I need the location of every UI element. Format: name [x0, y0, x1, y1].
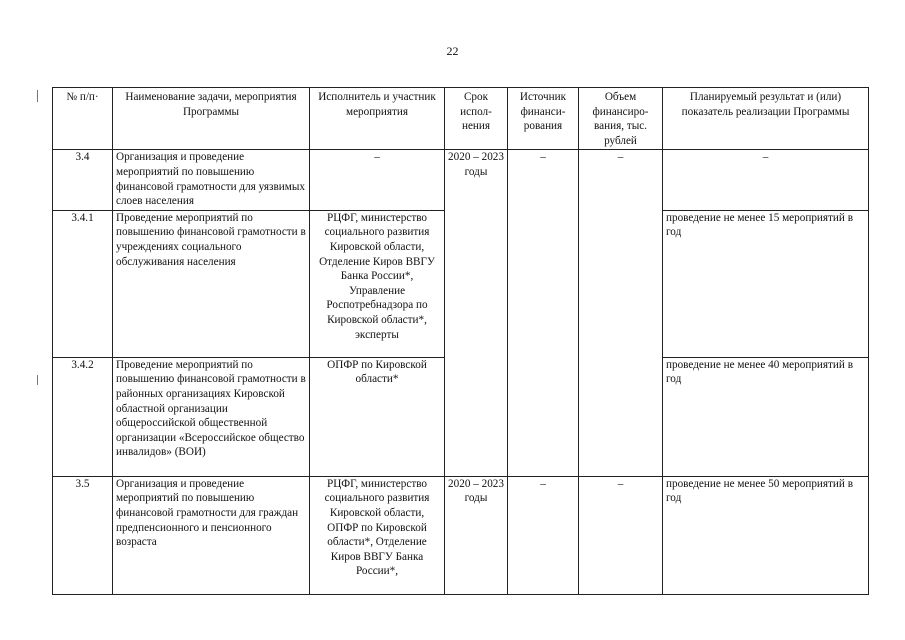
row-num: 3.5	[53, 476, 113, 594]
table-row	[53, 476, 869, 594]
row-volume: –	[579, 476, 663, 594]
header-result: Планируемый результат и (или) показатель реализации Программы	[663, 88, 869, 150]
row-num: 3.4	[53, 150, 113, 210]
row-result: –	[663, 150, 869, 210]
row-executor: РЦФГ, министерство социального развития Кировской области, ОПФР по Кировской области*, Отделение Киров ВВГУ Банка России*,	[310, 476, 445, 594]
row-executor: –	[310, 150, 445, 210]
row-executor: ОПФР по Кировской области*	[310, 357, 445, 476]
table-row	[53, 150, 869, 210]
row-source: –	[508, 476, 579, 594]
row-volume: –	[579, 150, 663, 476]
row-num: 3.4.2	[53, 357, 113, 476]
row-num: 3.4.1	[53, 210, 113, 357]
header-volume: Объем финансиро-вания, тыс. рублей	[579, 88, 663, 150]
row-result: проведение не менее 50 мероприятий в год	[663, 476, 869, 594]
header-source: Источник финанси-рования	[508, 88, 579, 150]
header-executor: Исполнитель и участник мероприятия	[310, 88, 445, 150]
row-executor: РЦФГ, министерство социального развития Кировской области, Отделение Киров ВВГУ Банка России*, Управление Роспотребнадзора по Кировской области*, эксперты	[310, 210, 445, 357]
row-task: Организация и проведение мероприятий по повышению финансовой грамотности для уязвимых слоев населения	[113, 150, 310, 210]
row-term: 2020 – 2023 годы	[445, 476, 508, 594]
row-task: Проведение мероприятий по повышению финансовой грамотности в учреждениях социального обслуживания населения	[113, 210, 310, 357]
row-task: Организация и проведение мероприятий по повышению финансовой грамотности для граждан предпенсионного и пенсионного возраста	[113, 476, 310, 594]
page-number: 22	[446, 44, 459, 58]
program-table	[52, 87, 869, 595]
header-term: Срок испол-нения	[445, 88, 508, 150]
header-task: Наименование задачи, мероприятия Программы	[113, 88, 310, 150]
margin-mark-middle	[37, 375, 38, 385]
row-result: проведение не менее 40 мероприятий в год	[663, 357, 869, 476]
row-task: Проведение мероприятий по повышению финансовой грамотности в районных организациях Кировской областной организации общероссийской общественной организации «Всероссийское общество инвалидов» (ВОИ)	[113, 357, 310, 476]
row-source: –	[508, 150, 579, 476]
header-row	[53, 88, 869, 150]
header-num: № п/п·	[53, 88, 113, 150]
row-result: проведение не менее 15 мероприятий в год	[663, 210, 869, 357]
margin-mark-top	[37, 90, 38, 102]
row-term: 2020 – 2023 годы	[445, 150, 508, 476]
